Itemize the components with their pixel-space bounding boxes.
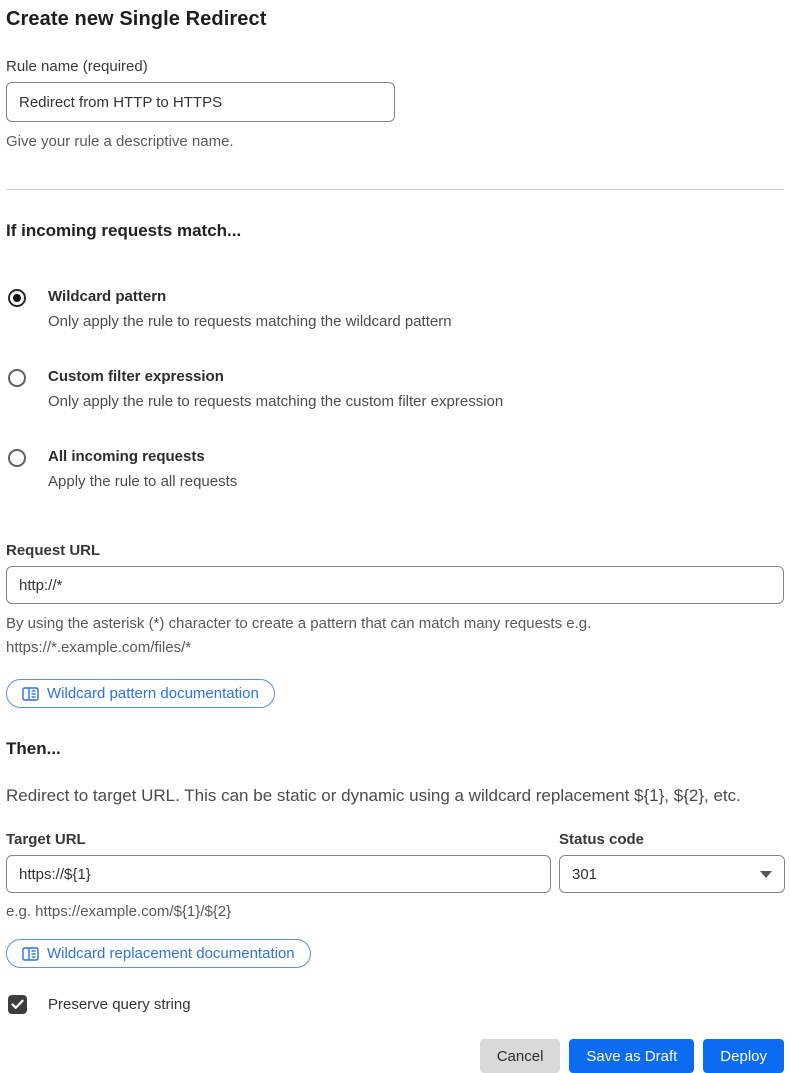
match-section-heading: If incoming requests match... [6, 221, 242, 240]
radio-option-all-requests[interactable] [6, 447, 784, 492]
radio-texts [48, 447, 237, 492]
request-url-input[interactable] [6, 566, 784, 604]
checkmark-icon [11, 999, 24, 1010]
radio-label-custom-filter: Custom filter expression [48, 368, 224, 385]
wildcard-replacement-docs-label: Wildcard replacement documentation [47, 945, 295, 962]
status-code-value: 301 [572, 865, 598, 883]
radio-label-wildcard-pattern: Wildcard pattern [48, 288, 167, 305]
match-type-radio-group [6, 287, 784, 492]
radio-texts [48, 287, 452, 332]
request-url-help-line1: By using the asterisk (*) character to create a pattern that can match many requests e.g. [6, 615, 592, 632]
status-code-col [559, 831, 785, 893]
book-icon [22, 687, 39, 701]
request-url-label: Request URL [6, 542, 101, 559]
target-row [6, 831, 784, 893]
request-url-help-line2: https://*.example.com/files/* [6, 639, 192, 656]
target-url-label: Target URL [6, 831, 86, 848]
radio-texts [48, 367, 503, 412]
page-title: Create new Single Redirect [6, 8, 267, 30]
status-code-select[interactable] [559, 855, 785, 893]
section-divider [6, 189, 784, 190]
wildcard-replacement-docs-button[interactable] [6, 939, 311, 968]
wildcard-pattern-docs-label: Wildcard pattern documentation [47, 685, 259, 702]
target-url-help: e.g. https://example.com/${1}/${2} [6, 903, 232, 920]
book-icon [22, 947, 39, 961]
radio-option-wildcard-pattern[interactable] [6, 287, 784, 332]
rule-name-help: Give your rule a descriptive name. [6, 133, 234, 150]
footer-actions [6, 1039, 784, 1073]
preserve-query-label: Preserve query string [48, 996, 191, 1013]
radio-desc-all-requests: Apply the rule to all requests [48, 473, 238, 490]
then-description: Redirect to target URL. This can be static or dynamic using a wildcard replacement ${1}, ${2}, etc. [6, 786, 741, 805]
then-section-heading: Then... [6, 739, 61, 758]
deploy-button[interactable]: Deploy [703, 1039, 784, 1073]
radio-button-wildcard-pattern[interactable] [8, 289, 26, 307]
request-url-block [6, 542, 784, 708]
save-as-draft-button[interactable]: Save as Draft [569, 1039, 694, 1073]
chevron-down-icon [760, 871, 772, 878]
rule-name-label: Rule name (required) [6, 58, 148, 75]
target-url-input[interactable] [6, 855, 551, 893]
radio-desc-wildcard-pattern: Only apply the rule to requests matching the wildcard pattern [48, 313, 452, 330]
preserve-query-row[interactable] [6, 995, 784, 1014]
request-url-help [6, 612, 784, 660]
radio-option-custom-filter[interactable] [6, 367, 784, 412]
radio-desc-custom-filter: Only apply the rule to requests matching the custom filter expression [48, 393, 504, 410]
wildcard-pattern-docs-button[interactable] [6, 679, 275, 708]
radio-label-all-requests: All incoming requests [48, 448, 205, 465]
radio-button-custom-filter[interactable] [8, 369, 26, 387]
cancel-button[interactable]: Cancel [480, 1039, 561, 1073]
preserve-query-checkbox[interactable] [8, 995, 27, 1014]
radio-button-all-requests[interactable] [8, 449, 26, 467]
rule-name-input[interactable] [6, 82, 395, 122]
target-url-col [6, 831, 551, 893]
status-code-label: Status code [559, 831, 645, 848]
